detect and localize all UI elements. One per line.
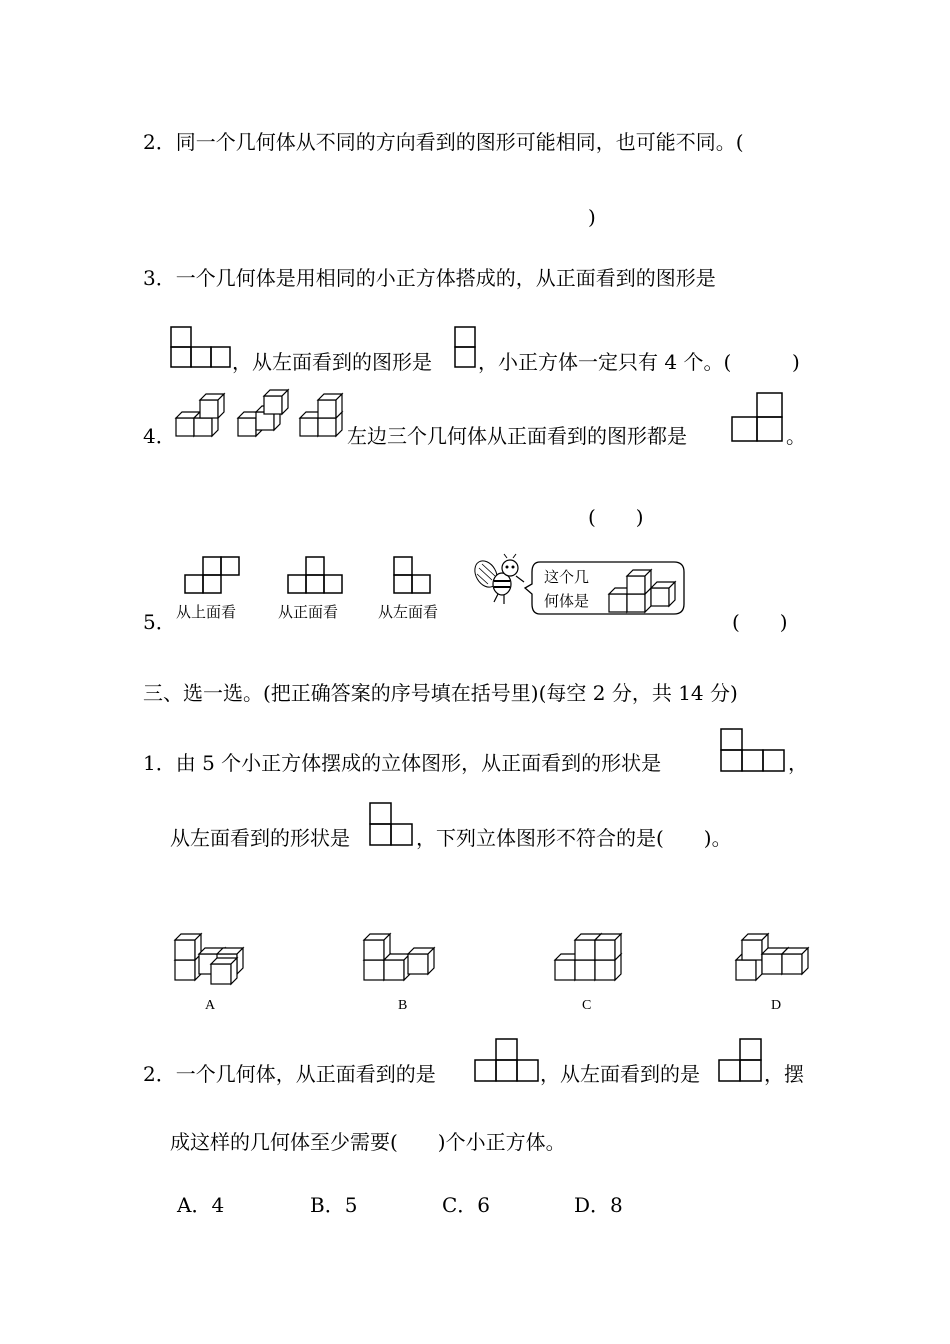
choose-q1-option-b-label[interactable]: B	[398, 998, 408, 1013]
choose-q2-option-b[interactable]: B．5	[310, 1193, 358, 1217]
choose-q2-line1a: 2．一个几何体，从正面看到的是	[143, 1062, 436, 1086]
choose-q1-option-a-label[interactable]: A	[205, 998, 216, 1013]
choose-q2-front-view-figure	[474, 1038, 540, 1084]
judge-q4-end: 。	[786, 424, 806, 448]
judge-q3-mid2: ，小正方体一定只有 4 个。(	[478, 350, 732, 374]
judge-q2-text: 2．同一个几何体从不同的方向看到的图形可能相同，也可能不同。(	[143, 130, 744, 154]
choose-q2-option-c[interactable]: C．6	[442, 1193, 491, 1217]
judge-q4-solid-2	[237, 388, 297, 442]
judge-q4-front-view-figure	[731, 392, 785, 442]
judge-q3-line1: 3．一个几何体是用相同的小正方体搭成的，从正面看到的图形是	[143, 266, 716, 290]
judge-q5-answer-paren[interactable]: ( )	[732, 610, 788, 634]
choose-q2-option-a[interactable]: A．4	[177, 1193, 225, 1217]
choose-q2-line1c: ，摆	[764, 1062, 804, 1086]
judge-q4-solid-3	[299, 388, 349, 442]
judge-q5-label-front: 从正面看	[278, 603, 339, 621]
judge-q2-answer-close[interactable]: )	[588, 205, 596, 229]
choose-q1-option-a-solid[interactable]	[174, 928, 250, 982]
judge-q4-text: 左边三个几何体从正面看到的图形都是	[347, 424, 687, 448]
choose-q1-left-view-figure	[369, 802, 415, 848]
bee-mascot-icon	[470, 554, 528, 606]
judge-q3-left-view-figure	[454, 326, 476, 370]
choose-q2-option-d[interactable]: D．8	[574, 1193, 623, 1217]
choose-q2-line1b: ，从左面看到的是	[540, 1062, 700, 1086]
judge-q3-answer-close[interactable]: )	[792, 350, 800, 374]
choose-q2-left-view-figure	[718, 1038, 764, 1084]
judge-q5-left-view-figure	[393, 556, 433, 594]
judge-q4-solid-1	[175, 388, 235, 442]
choose-q1-line2b: ，下列立体图形不符合的是( )。	[416, 826, 732, 850]
choose-q1-line1: 1．由 5 个小正方体摆成的立体图形，从正面看到的形状是	[143, 751, 662, 775]
choose-q1-front-view-figure	[720, 728, 786, 774]
choose-q1-option-c-label[interactable]: C	[582, 998, 592, 1013]
choose-q1-option-c-solid[interactable]	[554, 928, 630, 982]
judge-q3-front-view-figure	[170, 326, 230, 370]
judge-q5-label-left: 从左面看	[378, 603, 439, 621]
judge-q5-front-view-figure	[287, 556, 345, 594]
judge-q3-mid1: ，从左面看到的图形是	[232, 350, 432, 374]
judge-q5-number: 5．	[143, 610, 176, 634]
bubble-text-line2: 何体是	[544, 592, 590, 610]
choose-q1-option-d-label[interactable]: D	[771, 998, 782, 1013]
choose-q1-comma: ，	[788, 751, 808, 775]
choose-q1-option-d-solid[interactable]	[735, 928, 815, 982]
section-heading-choose: 三、选一选。(把正确答案的序号填在括号里)(每空 2 分，共 14 分)	[143, 681, 738, 705]
judge-q5-label-top: 从上面看	[176, 603, 237, 621]
choose-q1-line2a: 从左面看到的形状是	[170, 826, 350, 850]
bubble-text-line1: 这个几	[544, 568, 590, 586]
judge-q5-top-view-figure	[184, 556, 242, 594]
choose-q1-option-b-solid[interactable]	[363, 928, 439, 982]
judge-q4-answer-paren[interactable]: ( )	[588, 505, 644, 529]
choose-q2-line2: 成这样的几何体至少需要( )个小正方体。	[170, 1130, 566, 1154]
judge-q4-number: 4．	[143, 424, 176, 448]
